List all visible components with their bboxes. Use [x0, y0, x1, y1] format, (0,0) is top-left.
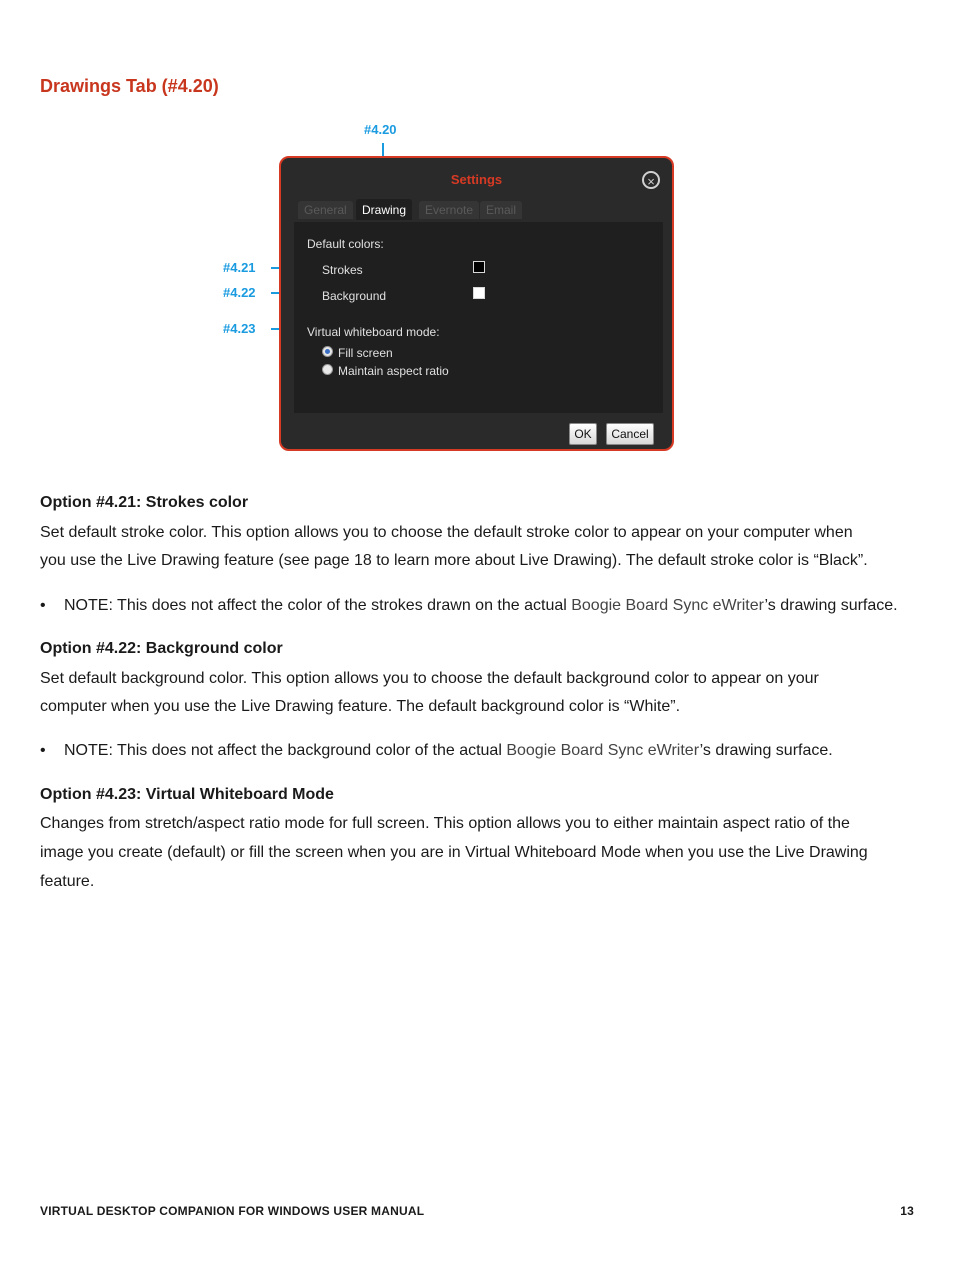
- option-heading: Option #4.21: Strokes color: [40, 494, 249, 511]
- tab-email[interactable]: Email: [480, 201, 522, 219]
- option-body-line: you use the Live Drawing feature (see page 18 to learn more about Live Drawing). The default stroke color is “Black”.: [40, 552, 868, 569]
- note-prefix: NOTE: This does not affect the color of the strokes drawn on the actual: [64, 597, 572, 614]
- product-name: Boogie Board Sync eWriter: [571, 597, 765, 614]
- callout-4-22: #4.22: [223, 285, 256, 300]
- tab-general[interactable]: General: [298, 201, 353, 219]
- strokes-label: Strokes: [322, 263, 363, 277]
- dialog-title: Settings: [450, 172, 503, 187]
- option-body-line: image you create (default) or fill the screen when you are in Virtual Whiteboard Mode when you use the Live Drawing: [40, 844, 868, 861]
- fill-screen-label: Fill screen: [338, 346, 393, 360]
- strokes-color-swatch[interactable]: [473, 261, 485, 273]
- ok-button[interactable]: OK: [569, 423, 597, 445]
- section-title: Drawings Tab (#4.20): [40, 76, 219, 96]
- callout-4-23: #4.23: [223, 321, 256, 336]
- option-body-line: Changes from stretch/aspect ratio mode for full screen. This option allows you to either maintain aspect ratio of the: [40, 815, 850, 832]
- note-suffix: ’s drawing surface.: [699, 742, 833, 759]
- option-heading: Option #4.23: Virtual Whiteboard Mode: [40, 786, 334, 803]
- cancel-button[interactable]: Cancel: [606, 423, 654, 445]
- aspect-ratio-radio[interactable]: [322, 364, 333, 375]
- bullet: •: [40, 597, 46, 614]
- option-body-line: computer when you use the Live Drawing feature. The default background color is “White”.: [40, 698, 681, 715]
- note-text: [64, 737, 934, 765]
- note-text: [64, 592, 934, 620]
- callout-4-21: #4.21: [223, 260, 256, 275]
- background-color-swatch[interactable]: [473, 287, 485, 299]
- note-suffix: ’s drawing surface.: [764, 597, 898, 614]
- page-number: 13: [900, 1204, 914, 1218]
- product-name: Boogie Board Sync eWriter: [506, 742, 700, 759]
- tab-drawing[interactable]: Drawing: [356, 199, 412, 220]
- close-icon[interactable]: ×: [642, 171, 660, 189]
- drawing-settings-panel: [294, 222, 663, 413]
- option-body-line: Set default stroke color. This option allows you to choose the default stroke color to appear on your computer when: [40, 524, 853, 541]
- aspect-ratio-label: Maintain aspect ratio: [338, 364, 449, 378]
- tab-evernote[interactable]: Evernote: [419, 201, 479, 219]
- option-body-line: Set default background color. This option allows you to choose the default background color to appear on your: [40, 670, 819, 687]
- footer-title: VIRTUAL DESKTOP COMPANION FOR WINDOWS USER MANUAL: [40, 1204, 425, 1218]
- option-heading: Option #4.22: Background color: [40, 640, 283, 657]
- option-body-line: feature.: [40, 873, 95, 890]
- vw-mode-label: Virtual whiteboard mode:: [307, 325, 440, 339]
- background-label: Background: [322, 289, 387, 303]
- bullet: •: [40, 742, 46, 759]
- fill-screen-radio[interactable]: [322, 346, 333, 357]
- settings-dialog: [279, 156, 674, 451]
- callout-4-20: #4.20: [364, 122, 397, 137]
- note-prefix: NOTE: This does not affect the background color of the actual: [64, 742, 507, 759]
- default-colors-label: Default colors:: [307, 237, 384, 251]
